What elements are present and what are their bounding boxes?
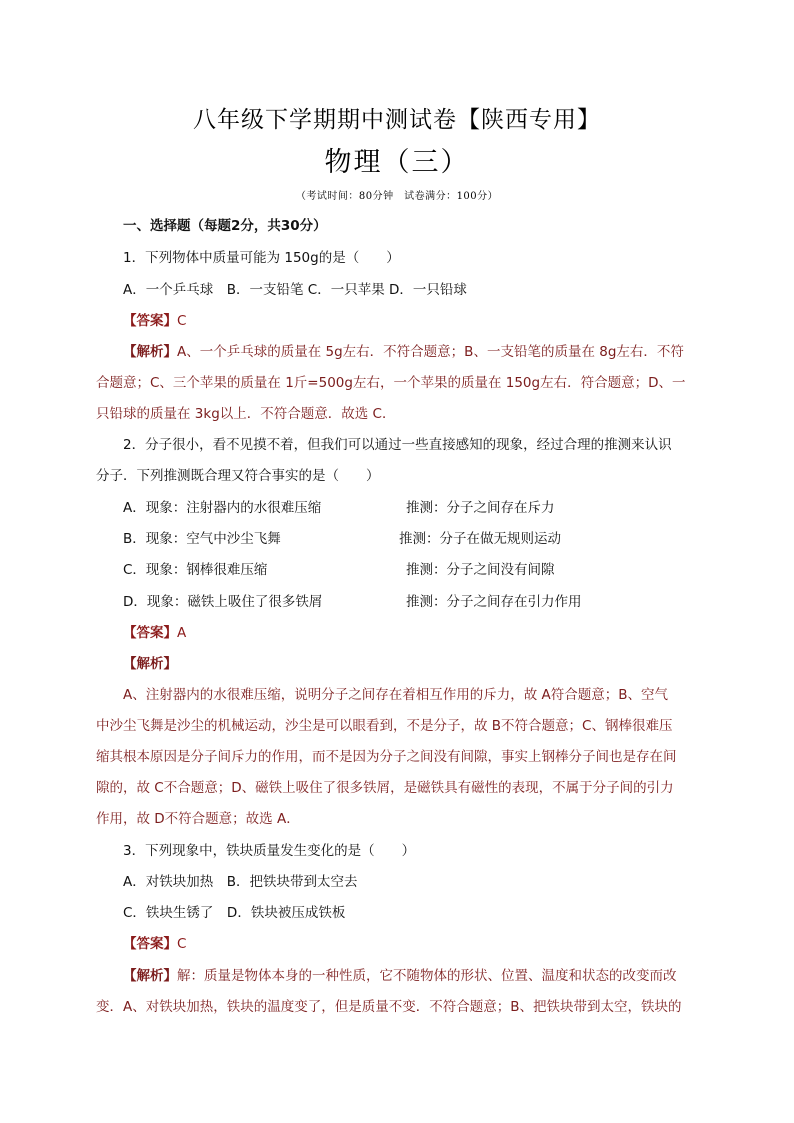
q3-options: C．铁块生锈了 D．铁块被压成铁板 xyxy=(123,905,346,921)
analysis-text: A、一个乒乓球的质量在 5g左右．不符合题意；B、一支铅笔的质量在 8g左右．不符 xyxy=(177,344,684,360)
section-title: 一、选择题（每题2分，共30分） xyxy=(123,218,327,234)
q1-stem: 1．下列物体中质量可能为 150g的是（ ） xyxy=(123,250,400,266)
option-inference: 推测：分子之间存在斥力 xyxy=(406,500,555,516)
q2-analysis-line: 中沙尘飞舞是沙尘的机械运动，沙尘是可以眼看到，不是分子，故 B不符合题意；C、钢棒很难压 xyxy=(96,718,673,734)
analysis-text: 解：质量是物体本身的一种性质，它不随物体的形状、位置、温度和状态的改变而改 xyxy=(177,968,677,984)
exam-info: （考试时间：80分钟 试卷满分：100分） xyxy=(295,191,499,202)
q2-answer xyxy=(123,623,186,643)
page-title: 八年级下学期期中测试卷【陕西专用】 xyxy=(193,107,601,133)
q2-analysis-tag: 【解析】 xyxy=(123,656,177,672)
answer-tag: 【答案】 xyxy=(123,936,177,952)
q3-analysis-line: 变．A、对铁块加热，铁块的温度变了，但是质量不变．不符合题意；B、把铁块带到太空，铁块的 xyxy=(96,999,682,1015)
q3-analysis-line xyxy=(123,966,677,986)
q2-analysis-line: 隙的，故 C不合题意；D、磁铁上吸住了很多铁屑，是磁铁具有磁性的表现，不属于分子间的引力 xyxy=(96,780,674,796)
q2-analysis-line: 缩其根本原因是分子间斥力的作用，而不是因为分子之间没有间隙，事实上钢棒分子间也是存在间 xyxy=(96,749,677,765)
q2-analysis-line: 作用，故 D不符合题意；故选 A． xyxy=(96,811,300,827)
q1-analysis-line: 合题意；C、三个苹果的质量在 1斤=500g左右，一个苹果的质量在 150g左右．符合题意；D、一 xyxy=(96,375,686,391)
q1-analysis-line xyxy=(123,342,684,362)
q3-answer xyxy=(123,934,186,954)
answer-tag: 【答案】 xyxy=(123,625,177,641)
q3-stem: 3．下列现象中，铁块质量发生变化的是（ ） xyxy=(123,843,416,859)
option-inference: 推测：分子在做无规则运动 xyxy=(399,531,561,547)
q1-analysis-line: 只铅球的质量在 3kg以上．不符合题意．故选 C． xyxy=(96,406,396,422)
answer-value: C xyxy=(177,313,187,329)
analysis-tag: 【解析】 xyxy=(123,344,177,360)
answer-tag: 【答案】 xyxy=(123,313,177,329)
q2-analysis-line: A、注射器内的水很难压缩，说明分子之间存在着相互作用的斥力，故 A符合题意；B、空气 xyxy=(123,687,669,703)
option-phenomenon: B．现象：空气中沙尘飞舞 xyxy=(123,531,281,547)
page-subtitle: 物理（三） xyxy=(324,147,470,178)
option-phenomenon: A．现象：注射器内的水很难压缩 xyxy=(123,500,322,516)
q3-options: A．对铁块加热 B．把铁块带到太空去 xyxy=(123,874,358,890)
q1-options: A．一个乒乓球 B．一支铅笔 C．一只苹果 D．一只铅球 xyxy=(123,282,467,298)
option-phenomenon: D．现象：磁铁上吸住了很多铁屑 xyxy=(123,594,323,610)
q1-answer xyxy=(123,311,186,331)
q2-stem: 2．分子很小，看不见摸不着，但我们可以通过一些直接感知的现象，经过合理的推测来认识 xyxy=(123,437,672,453)
option-inference: 推测：分子之间没有间隙 xyxy=(406,562,555,578)
analysis-tag: 【解析】 xyxy=(123,968,177,984)
answer-value: C xyxy=(177,936,187,952)
option-phenomenon: C．现象：钢棒很难压缩 xyxy=(123,562,268,578)
q2-stem: 分子．下列推测既合理又符合事实的是（ ） xyxy=(96,468,380,484)
option-inference: 推测：分子之间存在引力作用 xyxy=(406,594,582,610)
answer-value: A xyxy=(177,625,187,641)
